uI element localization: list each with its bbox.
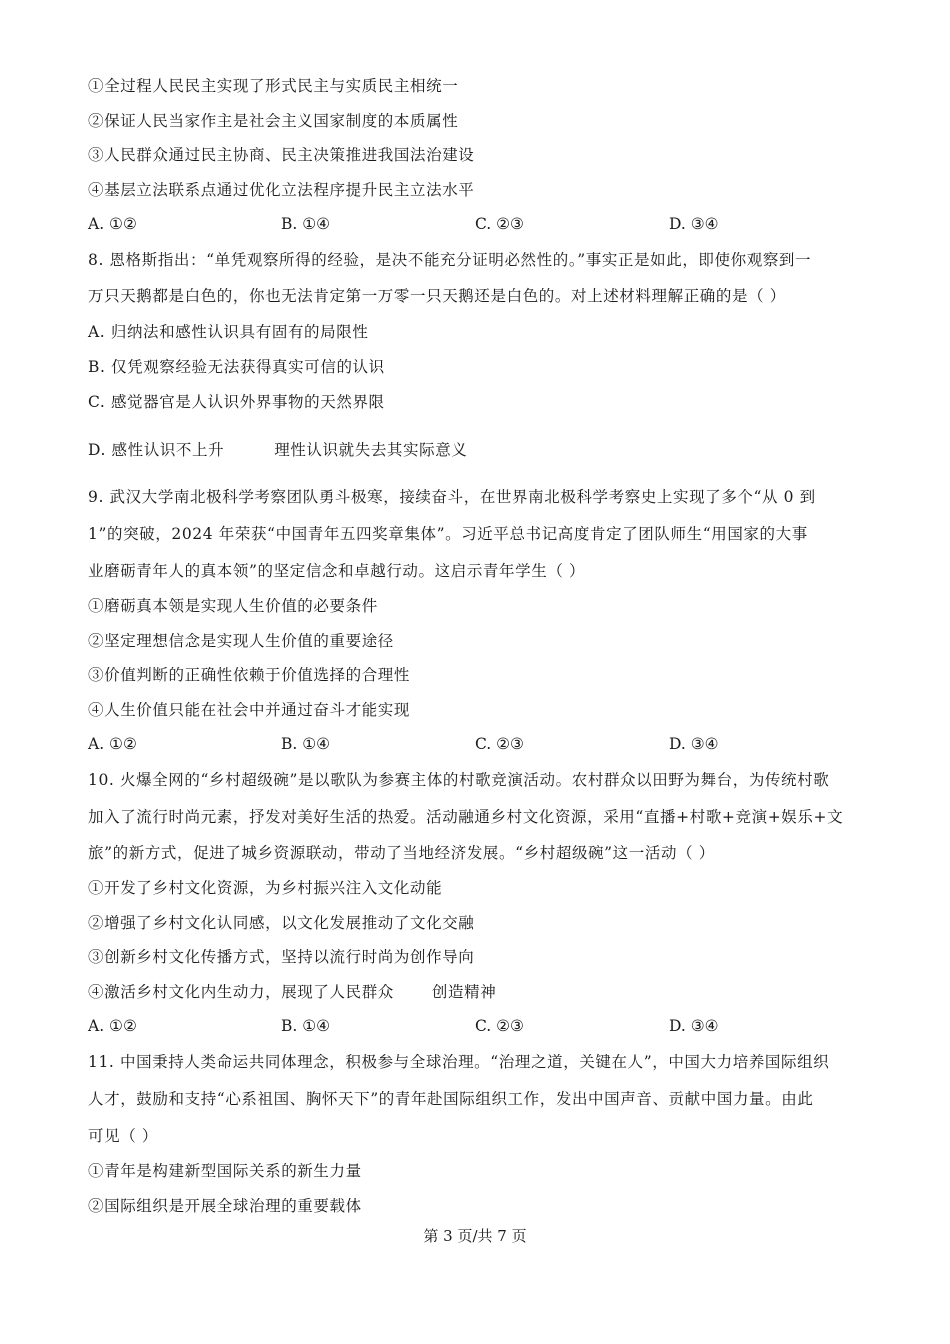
q10-item-4-part2: 创造精神 — [431, 983, 497, 1001]
q7-item-2: ②保证人民当家作主是社会主义国家制度的本质属性 — [88, 112, 459, 130]
q9-option-b: B. ①④ — [281, 735, 331, 753]
q7-option-c: C. ②③ — [475, 215, 524, 233]
q8-option-d-part2: 理性认识就失去其实际意义 — [274, 441, 468, 459]
q9-option-c: C. ②③ — [475, 735, 524, 753]
q10-option-c: C. ②③ — [475, 1017, 524, 1035]
q7-option-b: B. ①④ — [281, 215, 331, 233]
q10-stem-line-1: 10. 火爆全网的“乡村超级碗”是以歌队为参赛主体的村歌竞演活动。农村群众以田野为舞台，为传统村歌 — [88, 771, 830, 789]
q10-item-4 — [88, 982, 496, 1002]
q11-item-2: ②国际组织是开展全球治理的重要载体 — [88, 1197, 362, 1215]
q9-item-2: ②坚定理想信念是实现人生价值的重要途径 — [88, 632, 394, 650]
q8-option-a: A. 归纳法和感性认识具有固有的局限性 — [88, 323, 369, 341]
q7-option-d: D. ③④ — [669, 215, 719, 233]
q9-stem-line-3: 业磨砺青年人的真本领”的坚定信念和卓越行动。这启示青年学生（ ） — [88, 562, 586, 580]
q9-option-a: A. ①② — [88, 735, 137, 753]
q8-stem-line-1: 8. 恩格斯指出：“单凭观察所得的经验，是决不能充分证明必然性的。”事实正是如此，即使你观察到一 — [88, 251, 812, 269]
q9-item-3: ③价值判断的正确性依赖于价值选择的合理性 — [88, 666, 411, 684]
q8-option-d — [88, 440, 467, 460]
q9-item-4: ④人生价值只能在社会中并通过奋斗才能实现 — [88, 701, 411, 719]
q7-option-a: A. ①② — [88, 215, 137, 233]
q10-stem-line-3: 旅”的新方式，促进了城乡资源联动，带动了当地经济发展。“乡村超级碗”这一活动（ ） — [88, 844, 715, 862]
q7-item-3: ③人民群众通过民主协商、民主决策推进我国法治建设 — [88, 146, 475, 164]
q9-stem-line-2: 1”的突破，2024 年荣获“中国青年五四奖章集体”。习近平总书记高度肯定了团队师生“用国家的大事 — [88, 525, 808, 543]
q8-option-d-part1: D. 感性认识不上升 — [88, 441, 225, 459]
q11-stem-line-2: 人才，鼓励和支持“心系祖国、胸怀天下”的青年赴国际组织工作，发出中国声音、贡献中国力量。由此 — [88, 1090, 814, 1108]
q8-option-c: C. 感觉器官是人认识外界事物的天然界限 — [88, 393, 385, 411]
q10-item-1: ①开发了乡村文化资源，为乡村振兴注入文化动能 — [88, 879, 443, 897]
q9-option-d: D. ③④ — [669, 735, 719, 753]
q10-item-3: ③创新乡村文化传播方式，坚持以流行时尚为创作导向 — [88, 948, 475, 966]
q10-option-a: A. ①② — [88, 1017, 137, 1035]
q10-option-d: D. ③④ — [669, 1017, 719, 1035]
q7-item-4: ④基层立法联系点通过优化立法程序提升民主立法水平 — [88, 181, 475, 199]
q8-option-b: B. 仅凭观察经验无法获得真实可信的认识 — [88, 358, 385, 376]
q11-stem-line-1: 11. 中国秉持人类命运共同体理念，积极参与全球治理。“治理之道，关键在人”，中国大力培养国际组织 — [88, 1053, 830, 1071]
q10-option-b: B. ①④ — [281, 1017, 331, 1035]
q9-stem-line-1: 9. 武汉大学南北极科学考察团队勇斗极寒，接续奋斗，在世界南北极科学考察史上实现了多个“从 0 到 — [88, 488, 816, 506]
q11-stem-line-3: 可见（ ） — [88, 1127, 158, 1145]
q7-item-1: ①全过程人民民主实现了形式民主与实质民主相统一 — [88, 77, 459, 95]
q10-stem-line-2: 加入了流行时尚元素，抒发对美好生活的热爱。活动融通乡村文化资源，采用“直播+村歌+竞演+娱乐+文 — [88, 808, 844, 826]
q9-item-1: ①磨砺真本领是实现人生价值的必要条件 — [88, 597, 378, 615]
q10-item-2: ②增强了乡村文化认同感，以文化发展推动了文化交融 — [88, 914, 475, 932]
page-number: 第 3 页/共 7 页 — [423, 1227, 527, 1245]
q11-item-1: ①青年是构建新型国际关系的新生力量 — [88, 1162, 362, 1180]
q8-stem-line-2: 万只天鹅都是白色的，你也无法肯定第一万零一只天鹅还是白色的。对上述材料理解正确的是（ ） — [88, 287, 786, 305]
q10-item-4-part1: ④激活乡村文化内生动力，展现了人民群众 — [88, 983, 394, 1001]
